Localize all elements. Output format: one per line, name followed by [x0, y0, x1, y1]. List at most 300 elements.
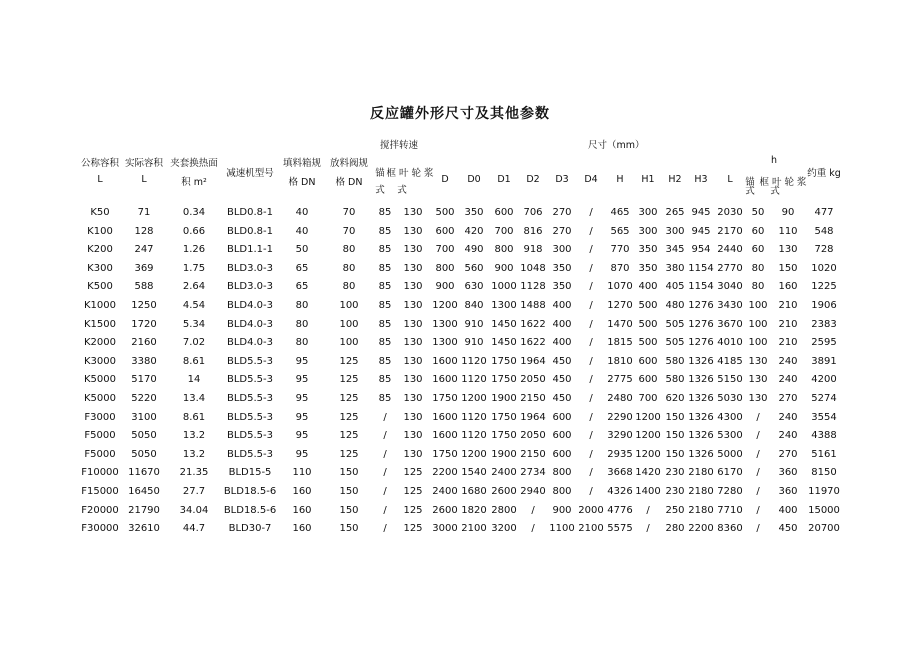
cell-h3: 1276: [688, 318, 714, 330]
cell-d3: 350: [552, 262, 572, 274]
cell-packing-box-dn: 110: [292, 467, 312, 479]
cell-reducer-model: BLD15-5: [228, 467, 272, 479]
cell-d4: /: [589, 337, 593, 349]
cell-packing-box-dn: 80: [295, 337, 309, 349]
cell-h: 565: [610, 225, 630, 237]
cell-h-frame: 210: [778, 337, 798, 349]
cell-d2: 1622: [520, 337, 546, 349]
cell-speed-frame: 130: [403, 374, 423, 386]
cell-h2: 230: [665, 467, 685, 479]
cell-speed-anchor: /: [383, 504, 387, 516]
dimensions-group-header: 尺寸（mm）: [588, 140, 645, 151]
cell-h1: 1400: [635, 486, 661, 497]
cell-discharge-valve-dn: 70: [342, 207, 356, 218]
cell-d0: 1820: [461, 504, 487, 516]
cell-h: 1470: [607, 318, 633, 330]
cell-h3: 1154: [688, 262, 714, 274]
header-actual-volume: 实际容积: [124, 158, 164, 169]
cell-discharge-valve-dn: 125: [339, 355, 359, 367]
cell-h-anchor: /: [756, 448, 760, 460]
cell-d2: 1048: [520, 262, 546, 274]
header-dim-d2: D2: [526, 174, 540, 185]
header-dim-h2: H2: [668, 174, 682, 185]
cell-d0: 630: [464, 281, 484, 293]
cell-d4: /: [589, 225, 593, 237]
cell-packing-box-dn: 65: [295, 281, 309, 293]
cell-d3: 400: [552, 300, 572, 311]
table-row: [0, 207, 920, 225]
cell-h-anchor: /: [756, 504, 760, 516]
cell-h: 1070: [607, 281, 633, 293]
cell-h3: 2180: [688, 467, 714, 479]
cell-weight: 5161: [811, 448, 837, 460]
cell-l: 2170: [717, 225, 743, 237]
cell-reducer-model: BLD0.8-1: [226, 225, 274, 237]
cell-h-frame: 270: [778, 393, 798, 404]
cell-actual-volume: 1250: [131, 300, 157, 311]
cell-weight: 20700: [808, 523, 840, 535]
cell-d2: 1128: [520, 281, 546, 293]
cell-packing-box-dn: 95: [295, 374, 309, 386]
cell-d1: 1450: [491, 337, 517, 349]
cell-h3: 1326: [688, 448, 714, 460]
cell-d2: 1488: [520, 300, 546, 311]
cell-h1: 500: [638, 337, 658, 349]
cell-speed-frame: 130: [403, 411, 423, 423]
cell-d1: 1900: [491, 393, 517, 404]
cell-actual-volume: 16450: [128, 486, 160, 497]
table-row: [0, 244, 920, 262]
cell-d0: 1540: [461, 467, 487, 479]
cell-nominal-volume: K5000: [83, 374, 117, 386]
cell-h2: 230: [665, 486, 685, 497]
cell-discharge-valve-dn: 125: [339, 411, 359, 423]
cell-nominal-volume: F20000: [81, 504, 119, 516]
cell-d: 1750: [432, 393, 458, 404]
cell-h2: 150: [665, 430, 685, 442]
cell-d3: 600: [552, 430, 572, 442]
header-jacket-area-unit: 积 m²: [181, 177, 207, 188]
cell-d: 1300: [432, 318, 458, 330]
cell-discharge-valve-dn: 100: [339, 337, 359, 349]
cell-speed-frame: 130: [403, 318, 423, 330]
cell-d4: /: [589, 262, 593, 274]
cell-d: 900: [435, 281, 455, 293]
cell-weight: 2595: [811, 337, 837, 349]
cell-h1: 300: [638, 225, 658, 237]
cell-h-anchor: 80: [751, 262, 765, 274]
cell-jacket-area: 14: [187, 374, 201, 386]
cell-l: 5150: [717, 374, 743, 386]
cell-d3: 600: [552, 448, 572, 460]
cell-weight: 3891: [811, 355, 837, 367]
cell-h3: 945: [691, 225, 711, 237]
table-row: [0, 523, 920, 541]
cell-speed-anchor: 85: [378, 393, 392, 404]
cell-h3: 1276: [688, 337, 714, 349]
cell-actual-volume: 247: [134, 244, 154, 256]
table-row: [0, 430, 920, 448]
cell-reducer-model: BLD4.0-3: [226, 337, 274, 349]
cell-d0: 1120: [461, 430, 487, 442]
table-row: [0, 467, 920, 485]
cell-h2: 345: [665, 244, 685, 256]
cell-d: 1300: [432, 337, 458, 349]
cell-h: 4776: [607, 504, 633, 516]
cell-h1: 350: [638, 262, 658, 274]
cell-jacket-area: 44.7: [182, 523, 206, 535]
cell-h: 3290: [607, 430, 633, 442]
cell-h-frame: 210: [778, 318, 798, 330]
cell-d2: 816: [523, 225, 543, 237]
cell-h-frame: 240: [778, 411, 798, 423]
table-row: [0, 374, 920, 392]
cell-packing-box-dn: 95: [295, 411, 309, 423]
cell-d3: 900: [552, 504, 572, 516]
cell-d3: 270: [552, 207, 572, 218]
cell-d4: /: [589, 355, 593, 367]
cell-jacket-area: 13.2: [182, 430, 206, 442]
cell-d2: 1964: [520, 355, 546, 367]
header-nominal-volume-unit: L: [97, 174, 103, 185]
cell-h-anchor: 60: [751, 225, 765, 237]
cell-d0: 1200: [461, 393, 487, 404]
cell-d: 500: [435, 207, 455, 218]
cell-jacket-area: 13.4: [182, 393, 206, 404]
cell-h: 2775: [607, 374, 633, 386]
cell-nominal-volume: K3000: [83, 355, 117, 367]
cell-packing-box-dn: 95: [295, 393, 309, 404]
cell-d1: 2400: [491, 467, 517, 479]
cell-h2: 250: [665, 504, 685, 516]
cell-jacket-area: 7.02: [182, 337, 206, 349]
cell-h1: 300: [638, 207, 658, 218]
cell-h2: 505: [665, 337, 685, 349]
cell-jacket-area: 0.34: [182, 207, 206, 218]
cell-h-anchor: /: [756, 430, 760, 442]
cell-h3: 1326: [688, 393, 714, 404]
cell-packing-box-dn: 160: [292, 504, 312, 516]
cell-speed-anchor: 85: [378, 355, 392, 367]
cell-d1: 1450: [491, 318, 517, 330]
header-speed-frame: 框 叶 轮 浆: [386, 168, 434, 179]
table-row: [0, 263, 920, 281]
cell-d0: 1120: [461, 411, 487, 423]
cell-d3: 270: [552, 225, 572, 237]
cell-h2: 580: [665, 374, 685, 386]
cell-d2: 2050: [520, 430, 546, 442]
cell-jacket-area: 34.04: [179, 504, 209, 516]
cell-nominal-volume: K100: [87, 225, 113, 237]
cell-h-anchor: /: [756, 523, 760, 535]
cell-speed-frame: 130: [403, 393, 423, 404]
header-h-anchor: 锚: [745, 177, 755, 188]
cell-l: 5300: [717, 430, 743, 442]
cell-d1: 3200: [491, 523, 517, 535]
cell-h2: 300: [665, 225, 685, 237]
cell-speed-frame: 130: [403, 225, 423, 237]
cell-d0: 910: [464, 337, 484, 349]
cell-speed-frame: 130: [403, 448, 423, 460]
cell-d: 800: [435, 262, 455, 274]
cell-d1: 700: [494, 225, 514, 237]
cell-discharge-valve-dn: 150: [339, 523, 359, 535]
cell-l: 4010: [717, 337, 743, 349]
header-dim-d4: D4: [584, 174, 598, 185]
cell-d: 2600: [432, 504, 458, 516]
cell-h: 1270: [607, 300, 633, 311]
cell-jacket-area: 8.61: [182, 355, 206, 367]
table-row: [0, 412, 920, 430]
cell-packing-box-dn: 95: [295, 355, 309, 367]
cell-jacket-area: 13.2: [182, 448, 206, 460]
cell-d4: 2000: [578, 504, 604, 516]
cell-weight: 1020: [811, 262, 837, 274]
table-row: [0, 226, 920, 244]
cell-reducer-model: BLD5.5-3: [226, 411, 274, 423]
cell-h1: 1200: [635, 430, 661, 442]
cell-d: 700: [435, 244, 455, 256]
header-reducer-model: 减速机型号: [226, 168, 274, 179]
header-h-anchor-2: 式: [745, 186, 755, 197]
cell-l: 2030: [717, 207, 743, 218]
cell-h: 2480: [607, 393, 633, 404]
cell-h: 4326: [607, 486, 633, 497]
cell-h-anchor: 130: [748, 355, 768, 367]
cell-d: 3000: [432, 523, 458, 535]
cell-h-frame: 240: [778, 355, 798, 367]
cell-d2: 2734: [520, 467, 546, 479]
cell-weight: 3554: [811, 411, 837, 423]
cell-speed-anchor: 85: [378, 300, 392, 311]
cell-nominal-volume: F5000: [84, 448, 116, 460]
cell-d1: 1900: [491, 448, 517, 460]
cell-reducer-model: BLD30-7: [228, 523, 272, 535]
cell-d1: 1750: [491, 411, 517, 423]
cell-nominal-volume: K50: [90, 207, 110, 218]
cell-d3: 800: [552, 486, 572, 497]
cell-d0: 420: [464, 225, 484, 237]
cell-h-frame: 110: [778, 225, 798, 237]
cell-h1: 600: [638, 355, 658, 367]
header-speed-anchor: 锚: [375, 168, 385, 179]
cell-reducer-model: BLD18.5-6: [223, 486, 277, 497]
table-row: [0, 486, 920, 504]
cell-h3: 954: [691, 244, 711, 256]
cell-packing-box-dn: 80: [295, 318, 309, 330]
cell-l: 4300: [717, 411, 743, 423]
cell-weight: 1225: [811, 281, 837, 293]
cell-packing-box-dn: 40: [295, 207, 309, 218]
cell-l: 5000: [717, 448, 743, 460]
cell-actual-volume: 71: [137, 207, 151, 218]
cell-h-anchor: 130: [748, 374, 768, 386]
cell-packing-box-dn: 95: [295, 430, 309, 442]
cell-h3: 945: [691, 207, 711, 218]
cell-h2: 280: [665, 523, 685, 535]
cell-jacket-area: 1.26: [182, 244, 206, 256]
cell-d2: 2150: [520, 448, 546, 460]
cell-reducer-model: BLD4.0-3: [226, 300, 274, 311]
cell-nominal-volume: K1000: [83, 300, 117, 311]
cell-h-anchor: 80: [751, 281, 765, 293]
cell-h: 2935: [607, 448, 633, 460]
cell-h1: 500: [638, 318, 658, 330]
header-speed-frame-2: 式: [397, 185, 407, 196]
cell-actual-volume: 128: [134, 225, 154, 237]
cell-speed-frame: 130: [403, 337, 423, 349]
cell-d0: 490: [464, 244, 484, 256]
cell-h3: 1326: [688, 430, 714, 442]
cell-speed-anchor: /: [383, 523, 387, 535]
cell-actual-volume: 5220: [131, 393, 157, 404]
cell-h: 1810: [607, 355, 633, 367]
cell-discharge-valve-dn: 80: [342, 244, 356, 256]
cell-d0: 1680: [461, 486, 487, 497]
cell-speed-frame: 125: [403, 523, 423, 535]
cell-jacket-area: 27.7: [182, 486, 206, 497]
cell-actual-volume: 3380: [131, 355, 157, 367]
cell-actual-volume: 3100: [131, 411, 157, 423]
cell-d4: /: [589, 300, 593, 311]
cell-h: 770: [610, 244, 630, 256]
cell-d3: 300: [552, 244, 572, 256]
cell-d: 1200: [432, 300, 458, 311]
header-h-frame-2: 式: [770, 186, 780, 197]
cell-reducer-model: BLD1.1-1: [226, 244, 274, 256]
cell-h2: 620: [665, 393, 685, 404]
cell-h-frame: 90: [781, 207, 795, 218]
cell-d2: 2150: [520, 393, 546, 404]
cell-d1: 800: [494, 244, 514, 256]
cell-speed-frame: 130: [403, 207, 423, 218]
cell-weight: 4200: [811, 374, 837, 386]
cell-discharge-valve-dn: 100: [339, 300, 359, 311]
cell-h3: 1326: [688, 411, 714, 423]
table-row: [0, 356, 920, 374]
cell-speed-frame: 130: [403, 430, 423, 442]
cell-reducer-model: BLD4.0-3: [226, 318, 274, 330]
header-nominal-volume: 公称容积: [80, 158, 120, 169]
cell-h2: 265: [665, 207, 685, 218]
cell-h: 5575: [607, 523, 633, 535]
cell-nominal-volume: K200: [87, 244, 113, 256]
cell-h-frame: 450: [778, 523, 798, 535]
cell-nominal-volume: F10000: [81, 467, 119, 479]
cell-d: 1600: [432, 430, 458, 442]
cell-h2: 150: [665, 411, 685, 423]
cell-discharge-valve-dn: 150: [339, 504, 359, 516]
cell-d2: 2050: [520, 374, 546, 386]
cell-d1: 1300: [491, 300, 517, 311]
cell-l: 7280: [717, 486, 743, 497]
cell-actual-volume: 1720: [131, 318, 157, 330]
cell-d1: 900: [494, 262, 514, 274]
cell-speed-anchor: 85: [378, 244, 392, 256]
cell-d3: 800: [552, 467, 572, 479]
cell-jacket-area: 1.75: [182, 262, 206, 274]
cell-l: 6170: [717, 467, 743, 479]
cell-h2: 580: [665, 355, 685, 367]
cell-d4: 2100: [578, 523, 604, 535]
cell-d1: 1750: [491, 430, 517, 442]
cell-jacket-area: 0.66: [182, 225, 206, 237]
cell-h-anchor: 100: [748, 337, 768, 349]
cell-actual-volume: 5050: [131, 430, 157, 442]
cell-discharge-valve-dn: 125: [339, 448, 359, 460]
cell-packing-box-dn: 80: [295, 300, 309, 311]
cell-speed-anchor: /: [383, 448, 387, 460]
table-row: [0, 300, 920, 318]
cell-weight: 1906: [811, 300, 837, 311]
cell-h2: 380: [665, 262, 685, 274]
cell-speed-frame: 130: [403, 281, 423, 293]
cell-d3: 450: [552, 355, 572, 367]
cell-l: 3040: [717, 281, 743, 293]
cell-h-frame: 210: [778, 300, 798, 311]
cell-d0: 1120: [461, 355, 487, 367]
cell-h: 3668: [607, 467, 633, 479]
cell-d0: 560: [464, 262, 484, 274]
cell-h: 465: [610, 207, 630, 218]
cell-h: 2290: [607, 411, 633, 423]
cell-weight: 8150: [811, 467, 837, 479]
cell-h3: 1326: [688, 355, 714, 367]
header-discharge-valve: 放料阀规: [329, 158, 369, 169]
cell-packing-box-dn: 50: [295, 244, 309, 256]
cell-h1: 1200: [635, 448, 661, 460]
cell-d0: 350: [464, 207, 484, 218]
cell-h-anchor: /: [756, 486, 760, 497]
header-dim-h: H: [616, 174, 624, 185]
cell-actual-volume: 588: [134, 281, 154, 293]
cell-h-frame: 360: [778, 467, 798, 479]
cell-h1: 350: [638, 244, 658, 256]
cell-d4: /: [589, 448, 593, 460]
cell-d3: 600: [552, 411, 572, 423]
cell-h1: 500: [638, 300, 658, 311]
cell-discharge-valve-dn: 70: [342, 225, 356, 237]
header-weight: 约重 kg: [807, 168, 841, 179]
cell-h-frame: 240: [778, 374, 798, 386]
cell-speed-anchor: 85: [378, 225, 392, 237]
cell-jacket-area: 2.64: [182, 281, 206, 293]
cell-speed-frame: 125: [403, 486, 423, 497]
cell-d3: 400: [552, 318, 572, 330]
cell-d3: 1100: [549, 523, 575, 535]
cell-actual-volume: 2160: [131, 337, 157, 349]
cell-d1: 600: [494, 207, 514, 218]
cell-d2: 918: [523, 244, 543, 256]
cell-h3: 1326: [688, 374, 714, 386]
cell-h1: 700: [638, 393, 658, 404]
cell-h3: 1154: [688, 281, 714, 293]
cell-d4: /: [589, 486, 593, 497]
cell-speed-anchor: /: [383, 467, 387, 479]
cell-speed-anchor: /: [383, 430, 387, 442]
header-jacket-area: 夹套换热面: [170, 158, 218, 169]
cell-d3: 450: [552, 393, 572, 404]
cell-speed-anchor: 85: [378, 318, 392, 330]
cell-discharge-valve-dn: 80: [342, 262, 356, 274]
cell-actual-volume: 21790: [128, 504, 160, 516]
header-dim-d: D: [441, 174, 449, 185]
cell-h-anchor: /: [756, 411, 760, 423]
cell-speed-anchor: 85: [378, 281, 392, 293]
cell-speed-frame: 130: [403, 300, 423, 311]
document-title: 反应罐外形尺寸及其他参数: [370, 106, 550, 122]
cell-weight: 548: [814, 225, 834, 237]
